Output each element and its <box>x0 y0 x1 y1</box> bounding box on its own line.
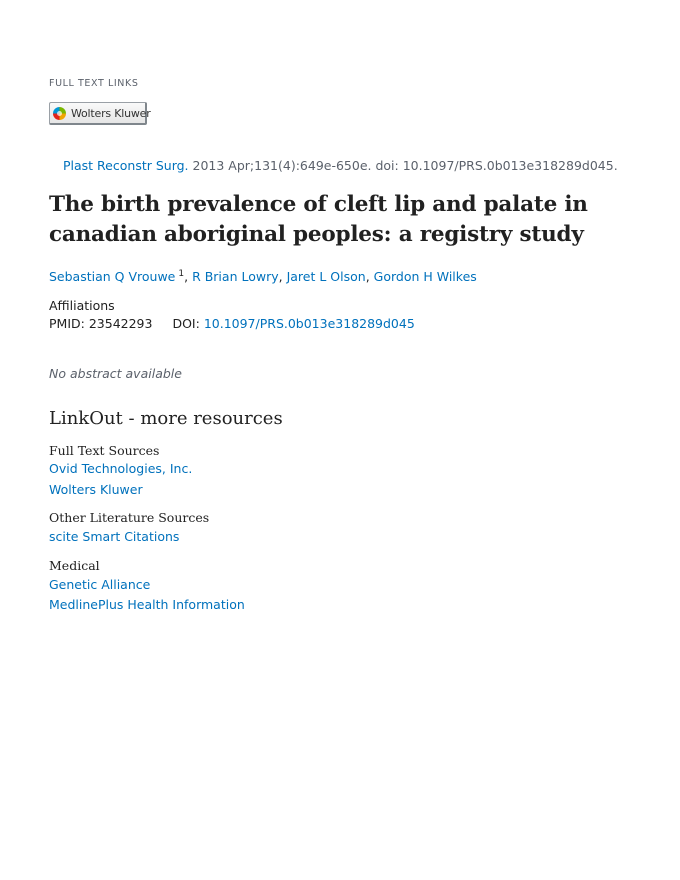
citation-details: 2013 Apr;131(4):649e-650e. doi: 10.1097/PRS.0b013e318289d045. <box>192 158 618 173</box>
no-abstract-note: No abstract available <box>49 366 182 381</box>
medical-heading: Medical <box>49 558 100 573</box>
pmid-label: PMID: <box>49 316 85 331</box>
pmid-value: 23542293 <box>88 316 153 331</box>
other-literature-sources-heading: Other Literature Sources <box>49 510 210 525</box>
resource-link-medlineplus[interactable]: MedlinePlus Health Information <box>49 597 245 612</box>
author-separator: , <box>365 269 374 284</box>
resource-link-wolters-kluwer[interactable]: Wolters Kluwer <box>49 482 143 497</box>
resource-link-ovid[interactable]: Ovid Technologies, Inc. <box>49 461 193 476</box>
author-link[interactable]: Jaret L Olson <box>286 269 366 284</box>
doi-link[interactable]: 10.1097/PRS.0b013e318289d045 <box>203 316 415 331</box>
linkout-heading: LinkOut - more resources <box>49 408 283 429</box>
doi-label: DOI: <box>172 316 200 331</box>
resource-link-genetic-alliance[interactable]: Genetic Alliance <box>49 577 151 592</box>
resource-link-scite[interactable]: scite Smart Citations <box>49 529 180 544</box>
affiliations-toggle[interactable]: Affiliations <box>49 298 115 313</box>
journal-link[interactable]: Plast Reconstr Surg. <box>63 158 189 173</box>
wolters-kluwer-full-text-button[interactable] <box>49 102 151 125</box>
publisher-button-label: Wolters Kluwer <box>71 106 151 120</box>
citation-line <box>63 158 618 173</box>
full-text-links-heading: FULL TEXT LINKS <box>49 78 139 89</box>
authors-list <box>49 269 477 284</box>
full-text-sources-heading: Full Text Sources <box>49 443 160 458</box>
author-separator: , <box>278 269 287 284</box>
author-link[interactable]: Sebastian Q Vrouwe <box>49 269 176 284</box>
author-link[interactable]: Gordon H Wilkes <box>373 269 477 284</box>
author-link[interactable]: R Brian Lowry <box>192 269 279 284</box>
wolters-kluwer-logo-icon <box>53 107 66 120</box>
author-separator: , <box>184 269 193 284</box>
affiliation-marker[interactable]: 1 <box>178 269 185 279</box>
article-identifiers <box>49 316 415 331</box>
article-title: The birth prevalence of cleft lip and palate in canadian aboriginal peoples: a registry study <box>49 192 588 247</box>
